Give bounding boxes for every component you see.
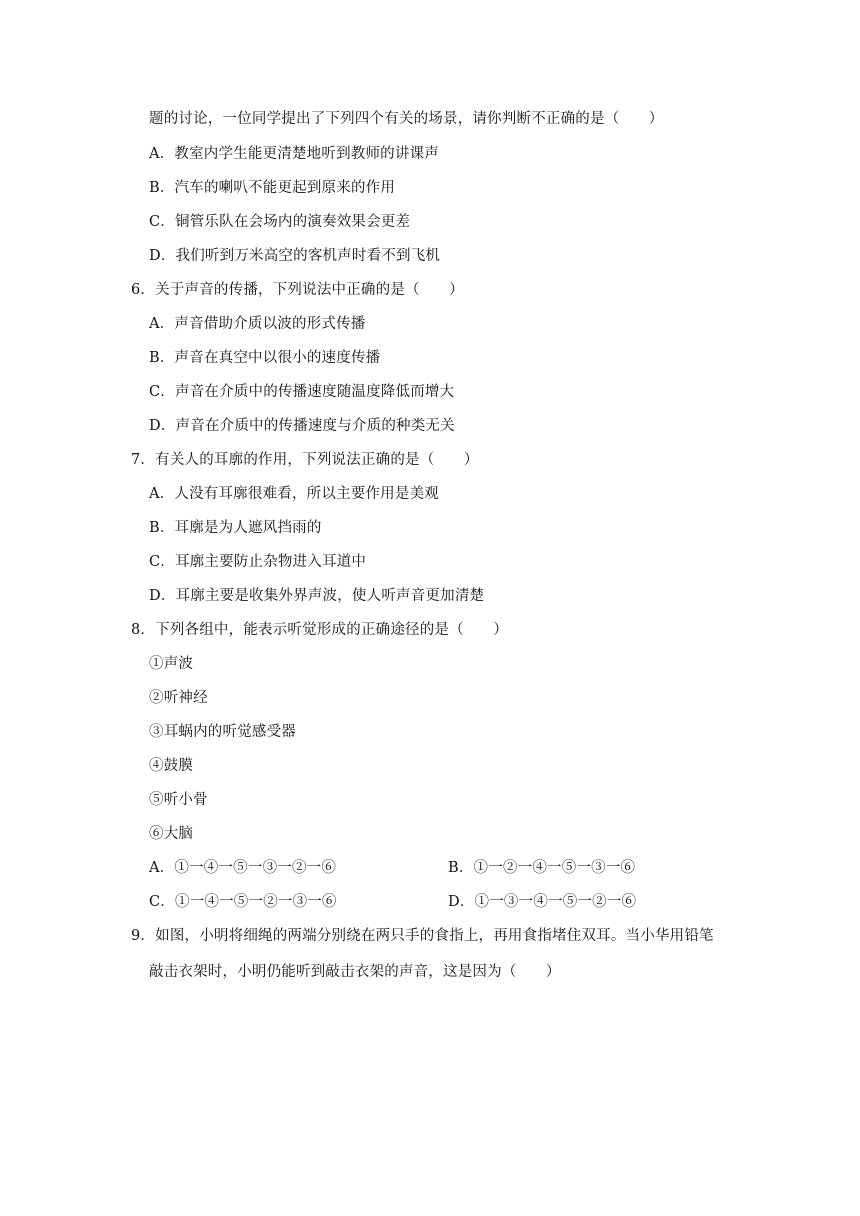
q5-option-a: A．教室内学生能更清楚地听到教师的讲课声 [149, 146, 439, 162]
q5-option-d: D．我们听到万米高空的客机声时看不到飞机 [149, 248, 441, 264]
q8-item-3: ③耳蜗内的听觉感受器 [149, 724, 296, 740]
q8-item-5: ⑤听小骨 [149, 792, 208, 808]
q6-option-d: D．声音在介质中的传播速度与介质的种类无关 [149, 418, 455, 434]
q5-option-c: C．铜管乐队在会场内的演奏效果会更差 [149, 214, 411, 230]
q8-item-6: ⑥大脑 [149, 826, 194, 842]
q5-option-b: B．汽车的喇叭不能更起到原来的作用 [149, 180, 396, 196]
question-5-continuation: 题的讨论，一位同学提出了下列四个有关的场景，请你判断不正确的是（ ） [149, 111, 664, 127]
q8-option-b: B．①一②一④一⑤一③一⑥ [448, 860, 636, 876]
question-6: 6．关于声音的传播，下列说法中正确的是（ ） [131, 282, 464, 298]
q8-item-1: ①声波 [149, 656, 194, 672]
question-9-continuation: 敲击衣架时，小明仍能听到敲击衣架的声音，这是因为（ ） [149, 964, 561, 980]
question-9: 9．如图，小明将细绳的两端分别绕在两只手的食指上，再用食指堵住双耳。当小华用铅笔 [131, 928, 714, 944]
q8-option-d: D．①一③一④一⑤一②一⑥ [448, 894, 637, 910]
q7-option-a: A．人没有耳廓很难看，所以主要作用是美观 [149, 486, 439, 502]
q6-option-a: A．声音借助介质以波的形式传播 [149, 316, 366, 332]
q6-option-c: C．声音在介质中的传播速度随温度降低而增大 [149, 384, 455, 400]
q6-option-b: B．声音在真空中以很小的速度传播 [149, 350, 381, 366]
question-7: 7．有关人的耳廓的作用，下列说法正确的是（ ） [131, 452, 479, 468]
q7-option-d: D．耳廓主要是收集外界声波，使人听声音更加清楚 [149, 588, 485, 604]
q7-option-c: C．耳廓主要防止杂物进入耳道中 [149, 554, 367, 570]
q8-option-a: A．①一④一⑤一③一②一⑥ [149, 860, 337, 876]
q8-option-c: C．①一④一⑤一②一③一⑥ [149, 894, 337, 910]
q8-item-2: ②听神经 [149, 690, 208, 706]
q7-option-b: B．耳廓是为人遮风挡雨的 [149, 520, 322, 536]
q8-item-4: ④鼓膜 [149, 758, 194, 774]
question-8: 8．下列各组中，能表示听觉形成的正确途径的是（ ） [131, 622, 508, 638]
